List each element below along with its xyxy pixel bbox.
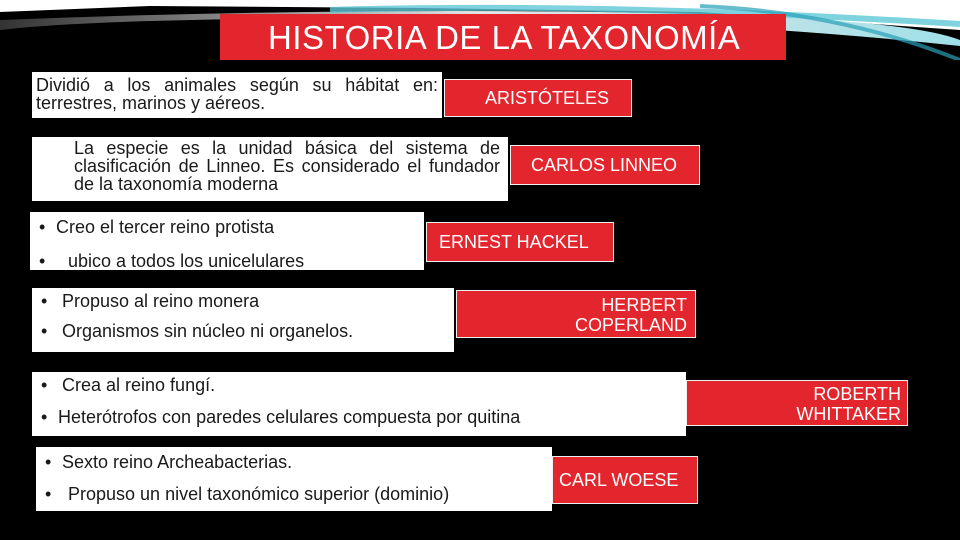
whittaker-description bbox=[32, 372, 686, 436]
coperland-label bbox=[456, 290, 696, 338]
linneo-name: CARLOS LINNEO bbox=[531, 155, 678, 175]
woese-name: CARL WOESE bbox=[559, 470, 679, 490]
whittaker-label bbox=[686, 380, 908, 426]
woese-label bbox=[552, 456, 698, 504]
bullet-item: • Propuso un nivel taxonómico superior (dominio) bbox=[40, 485, 552, 503]
aristoteles-description bbox=[32, 72, 442, 118]
bullet-item: • Propuso al reino monera bbox=[36, 292, 454, 310]
hackel-name: ERNEST HACKEL bbox=[439, 232, 589, 252]
slide-title: HISTORIA DE LA TAXONOMÍA bbox=[220, 14, 786, 60]
aristoteles-label bbox=[444, 79, 632, 117]
bullet-item: • Crea al reino fungí. bbox=[36, 376, 686, 394]
whittaker-name-line: ROBERTH bbox=[813, 384, 901, 404]
aristoteles-text: Dividió a los animales según su hábitat en: terrestres, marinos y aéreos. bbox=[36, 75, 438, 113]
linneo-label bbox=[510, 145, 700, 185]
coperland-name-line: COPERLAND bbox=[574, 315, 687, 335]
bullet-item: • Heterótrofos con paredes celulares compuesta por quitina bbox=[36, 408, 686, 426]
linneo-text: La especie es la unidad básica del sistema de clasificación de Linneo. Es considerado el fundador de la taxonomía moderna bbox=[74, 138, 500, 194]
aristoteles-name: ARISTÓTELES bbox=[485, 88, 610, 108]
coperland-description bbox=[32, 288, 454, 352]
bullet-item: • ubico a todos los unicelulares bbox=[34, 252, 424, 270]
linneo-description bbox=[32, 137, 508, 201]
whittaker-name-line: WHITTAKER bbox=[796, 404, 901, 424]
woese-description bbox=[36, 447, 552, 511]
hackel-description bbox=[30, 212, 424, 270]
bullet-item: • Sexto reino Archeabacterias. bbox=[40, 453, 552, 471]
bullet-item: • Organismos sin núcleo ni organelos. bbox=[36, 322, 454, 340]
bullet-item: • Creo el tercer reino protista bbox=[34, 218, 424, 236]
coperland-name-line: HERBERT bbox=[601, 295, 687, 315]
hackel-label bbox=[426, 222, 614, 262]
